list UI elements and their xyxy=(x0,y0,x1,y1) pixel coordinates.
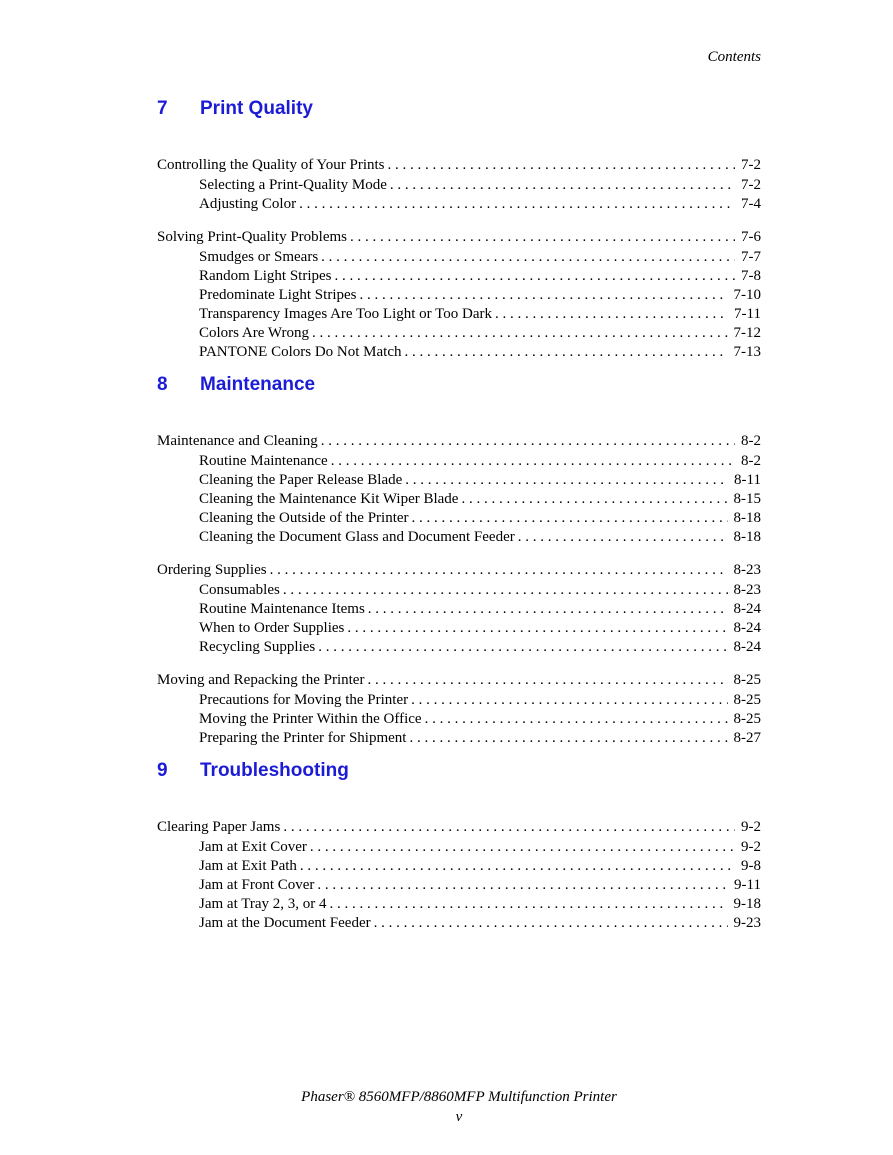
chapter-heading[interactable] xyxy=(157,760,761,786)
toc-page-number: 7-2 xyxy=(741,177,761,193)
footer-page-number: v xyxy=(455,1109,463,1125)
toc-subentry[interactable] xyxy=(157,176,761,195)
toc-page-number: 7-4 xyxy=(741,196,761,212)
toc-entry-label: Jam at Front Cover xyxy=(199,877,315,893)
dot-leader xyxy=(405,471,728,490)
toc-entry[interactable] xyxy=(157,154,761,176)
toc-subentry[interactable] xyxy=(157,286,761,305)
toc-entry-label: Moving the Printer Within the Office xyxy=(199,711,422,727)
toc-subentry[interactable] xyxy=(157,305,761,324)
toc-entry[interactable] xyxy=(157,669,761,691)
dot-leader xyxy=(318,638,727,657)
toc-entry-label: Selecting a Print-Quality Mode xyxy=(199,177,387,193)
toc-entry-label: Colors Are Wrong xyxy=(199,325,309,341)
dot-leader xyxy=(411,691,727,710)
toc-page-number: 8-23 xyxy=(733,562,761,578)
toc-page-number: 8-24 xyxy=(733,620,761,636)
toc-page-number: 8-25 xyxy=(733,672,761,688)
toc-entry-label: Jam at Tray 2, 3, or 4 xyxy=(199,896,327,912)
chapter-9 xyxy=(157,760,761,933)
toc-page-number: 7-2 xyxy=(741,157,761,173)
toc-entry-label: Cleaning the Document Glass and Document Feeder xyxy=(199,529,515,545)
chapter-title: Maintenance xyxy=(200,374,316,395)
chapter-number: 9 xyxy=(157,760,168,781)
dot-leader xyxy=(425,710,728,729)
toc-entry-label: Adjusting Color xyxy=(199,196,297,212)
toc-page-number: 7-13 xyxy=(733,344,761,360)
toc-section xyxy=(157,430,761,547)
dot-leader xyxy=(388,154,735,176)
dot-leader xyxy=(283,816,735,838)
toc-subentry[interactable] xyxy=(157,729,761,748)
chapter-heading[interactable] xyxy=(157,374,761,400)
dot-leader xyxy=(350,226,735,248)
chapter-title: Troubleshooting xyxy=(200,760,349,781)
toc-page-number: 9-2 xyxy=(741,839,761,855)
toc-page-number: 8-24 xyxy=(733,639,761,655)
running-header-title: Contents xyxy=(707,49,761,65)
toc-section xyxy=(157,559,761,657)
toc-entry-label: Cleaning the Outside of the Printer xyxy=(199,510,409,526)
toc-entry[interactable] xyxy=(157,559,761,581)
toc-entry-label: PANTONE Colors Do Not Match xyxy=(199,344,402,360)
dot-leader xyxy=(390,176,735,195)
toc-page-number: 9-18 xyxy=(733,896,761,912)
toc-entry-label: Routine Maintenance xyxy=(199,453,328,469)
page-footer xyxy=(0,1087,893,1127)
dot-leader xyxy=(374,914,728,933)
toc-subentry[interactable] xyxy=(157,471,761,490)
toc-section xyxy=(157,226,761,362)
dot-leader xyxy=(347,619,727,638)
toc-subentry[interactable] xyxy=(157,324,761,343)
toc-section xyxy=(157,669,761,748)
dot-leader xyxy=(368,600,728,619)
dot-leader xyxy=(283,581,728,600)
toc-section xyxy=(157,816,761,933)
toc-entry-label: Cleaning the Maintenance Kit Wiper Blade xyxy=(199,491,459,507)
dot-leader xyxy=(330,895,728,914)
footer-product-name: Phaser® 8560MFP/8860MFP Multifunction Printer xyxy=(301,1089,617,1105)
dot-leader xyxy=(335,267,736,286)
toc-entry-label: Recycling Supplies xyxy=(199,639,316,655)
dot-leader xyxy=(461,490,727,509)
toc-page-number: 8-24 xyxy=(733,601,761,617)
toc-entry-label: Clearing Paper Jams xyxy=(157,819,281,835)
toc-subentry[interactable] xyxy=(157,490,761,509)
toc-page-number: 7-11 xyxy=(734,306,761,322)
chapter-number: 7 xyxy=(157,98,168,119)
toc-entry-label: Solving Print-Quality Problems xyxy=(157,229,348,245)
toc-page-number: 9-8 xyxy=(741,858,761,874)
toc-entry-label: Smudges or Smears xyxy=(199,249,319,265)
toc-entry-label: Random Light Stripes xyxy=(199,268,332,284)
toc-entry-label: Preparing the Printer for Shipment xyxy=(199,730,407,746)
toc-subentry[interactable] xyxy=(157,528,761,547)
toc-page-number: 8-2 xyxy=(741,433,761,449)
toc-subentry[interactable] xyxy=(157,838,761,857)
dot-leader xyxy=(412,509,728,528)
toc-page-number: 8-23 xyxy=(733,582,761,598)
toc-entry-label: Ordering Supplies xyxy=(157,562,267,578)
toc-entry-label: Moving and Repacking the Printer xyxy=(157,672,365,688)
toc-section xyxy=(157,154,761,214)
dot-leader xyxy=(312,324,728,343)
toc-entry-label: Maintenance and Cleaning xyxy=(157,433,318,449)
dot-leader xyxy=(405,343,728,362)
toc-page-number: 7-8 xyxy=(741,268,761,284)
chapter-8 xyxy=(157,374,761,748)
toc-subentry[interactable] xyxy=(157,600,761,619)
toc-page-number: 8-15 xyxy=(733,491,761,507)
toc-subentry[interactable] xyxy=(157,248,761,267)
toc-entry-label: Controlling the Quality of Your Prints xyxy=(157,157,385,173)
toc-subentry[interactable] xyxy=(157,509,761,528)
toc-page-number: 8-18 xyxy=(733,510,761,526)
dot-leader xyxy=(321,430,735,452)
toc-entry-label: Cleaning the Paper Release Blade xyxy=(199,472,403,488)
toc-entry[interactable] xyxy=(157,816,761,838)
toc-page-number: 7-6 xyxy=(741,229,761,245)
toc-entry-label: Jam at the Document Feeder xyxy=(199,915,371,931)
dot-leader xyxy=(495,305,728,324)
toc-subentry[interactable] xyxy=(157,638,761,657)
toc-entry-label: Precautions for Moving the Printer xyxy=(199,692,409,708)
toc-entry-label: Jam at Exit Cover xyxy=(199,839,307,855)
chapter-heading[interactable] xyxy=(157,98,761,124)
toc-entry-label: Predominate Light Stripes xyxy=(199,287,357,303)
dot-leader xyxy=(518,528,728,547)
toc-subentry[interactable] xyxy=(157,914,761,933)
toc-entry-label: Jam at Exit Path xyxy=(199,858,297,874)
toc-page-number: 8-25 xyxy=(733,692,761,708)
chapter-7 xyxy=(157,98,761,362)
toc-subentry[interactable] xyxy=(157,895,761,914)
dot-leader xyxy=(331,452,735,471)
toc-page-number: 8-25 xyxy=(733,711,761,727)
toc-page-number: 7-12 xyxy=(733,325,761,341)
toc-subentry[interactable] xyxy=(157,876,761,895)
toc-page-number: 8-2 xyxy=(741,453,761,469)
dot-leader xyxy=(310,838,735,857)
toc-page-number: 9-11 xyxy=(734,877,761,893)
toc-entry[interactable] xyxy=(157,226,761,248)
dot-leader xyxy=(321,248,735,267)
dot-leader xyxy=(317,876,728,895)
toc-subentry[interactable] xyxy=(157,452,761,471)
chapter-number: 8 xyxy=(157,374,168,395)
toc-subentry[interactable] xyxy=(157,691,761,710)
chapter-title: Print Quality xyxy=(200,98,313,119)
toc-entry-label: Transparency Images Are Too Light or Too Dark xyxy=(199,306,492,322)
toc-entry-label: When to Order Supplies xyxy=(199,620,345,636)
dot-leader xyxy=(270,559,728,581)
toc-entry-label: Routine Maintenance Items xyxy=(199,601,365,617)
toc-page-number: 8-27 xyxy=(733,730,761,746)
dot-leader xyxy=(300,857,735,876)
toc-subentry[interactable] xyxy=(157,267,761,286)
toc-page-number: 7-10 xyxy=(733,287,761,303)
toc-page-number: 9-23 xyxy=(733,915,761,931)
dot-leader xyxy=(409,729,727,748)
toc-entry[interactable] xyxy=(157,430,761,452)
dot-leader xyxy=(359,286,727,305)
toc-subentry[interactable] xyxy=(157,619,761,638)
toc-subentry[interactable] xyxy=(157,343,761,362)
dot-leader xyxy=(299,195,735,214)
toc-page-number: 8-18 xyxy=(733,529,761,545)
toc-page-number: 8-11 xyxy=(734,472,761,488)
toc-subentry[interactable] xyxy=(157,857,761,876)
toc-subentry[interactable] xyxy=(157,195,761,214)
toc-page-number: 9-2 xyxy=(741,819,761,835)
toc-subentry[interactable] xyxy=(157,710,761,729)
dot-leader xyxy=(367,669,727,691)
toc-page-number: 7-7 xyxy=(741,249,761,265)
toc-entry-label: Consumables xyxy=(199,582,280,598)
toc-subentry[interactable] xyxy=(157,581,761,600)
